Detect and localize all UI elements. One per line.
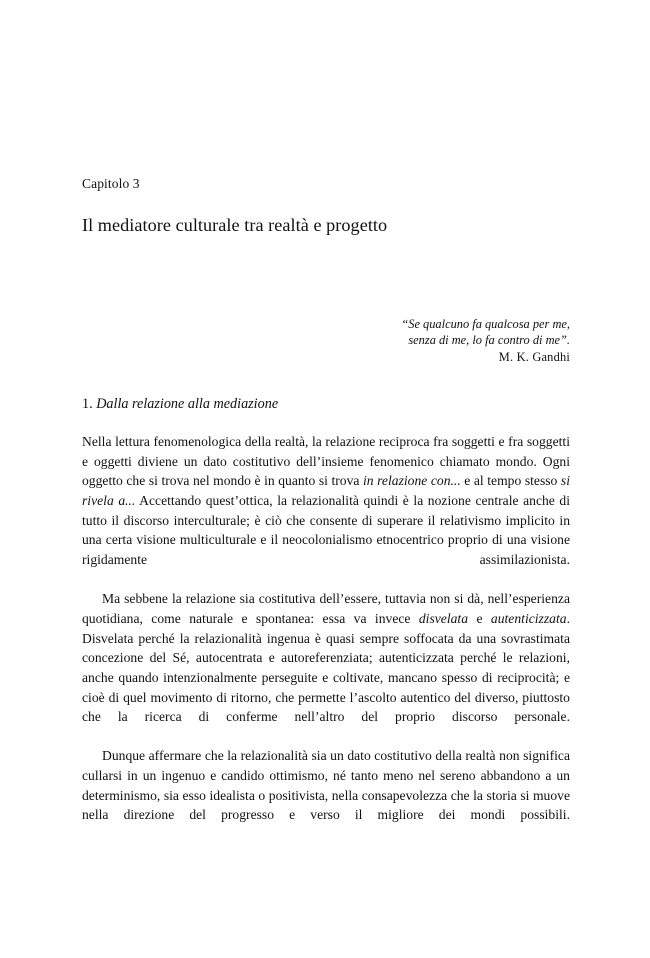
emphasis-run: disvelata — [418, 610, 469, 626]
body-text — [82, 415, 570, 845]
para-2 — [82, 589, 570, 746]
text-run: Dunque affermare che la relazionalità sia un dato costitutivo della realtà non significa cullarsi in un ingenuo e candido ottimismo, né tanto meno nel sereno abbandono a un determinismo, sia esso idealista o positivista, nella consapevolezza che la storia si muove nella direzione del progresso e verso il migliore dei mondi possibili. — [82, 748, 570, 823]
text-run: e — [468, 610, 491, 626]
epigraph-line-1: “Se qualcuno fa qualcosa per me, — [401, 316, 570, 331]
text-run: Accettando quest’ottica, la relazionalità quindi è la nozione centrale anche di tutto il discorso interculturale; è ciò che consente di superare il relativismo implicito in una certa visione multiculturale e il neocolonialismo etnocentrico proprio di una visione rigidamente assimilazionista. — [82, 492, 570, 567]
epigraph-line-2: senza di me, lo fa contro di me”. — [408, 333, 570, 348]
epigraph-attribution: M. K. Gandhi — [498, 349, 570, 364]
section-heading — [82, 365, 570, 415]
text-block — [82, 0, 570, 845]
text-run: . Disvelata perché la relazionalità ingenua è quasi sempre soffocata da una sovrastimata concezione del Sé, autocentrata e autoreferenziata; autenticizzata perché le relazioni, anche quando intenzionalmente perseguite e coltivate, mancano spesso di reciprocità; e cioè di quel movimento di ritorno, che permette l’ascolto autentico del diverso, piuttosto che la ricerca di conferme nell’altro del proprio discorso personale. — [82, 610, 570, 725]
epigraph — [82, 237, 570, 366]
text-run: e al tempo stesso — [460, 473, 561, 489]
page-title: Il mediatore culturale tra realtà e progetto — [82, 214, 388, 235]
section-title: Dalla relazione alla mediazione — [96, 396, 279, 413]
epigraph-quote — [82, 316, 570, 349]
section-number: 1. — [82, 396, 93, 413]
para-3 — [82, 746, 570, 844]
chapter-label: Capitolo 3 — [82, 176, 140, 191]
emphasis-run: autenticizzata — [490, 610, 567, 626]
text-run: Nella lettura fenomenologica della realtà, la relazione reciproca fra soggetti e fra soggetti e oggetti diviene un dato costitutivo dell’insieme fenomenico chiamato mondo. Ogni oggetto che si trova nel mondo è in quanto si trova — [82, 433, 570, 489]
emphasis-run: si rivela a... — [82, 473, 570, 508]
emphasis-run: in relazione con... — [363, 473, 461, 489]
para-1 — [82, 415, 570, 589]
text-run: Ma sebbene la relazione sia costitutiva dell’essere, tuttavia non si dà, nell’esperienza quotidiana, come naturale e spontanea: essa va invece — [82, 591, 570, 626]
